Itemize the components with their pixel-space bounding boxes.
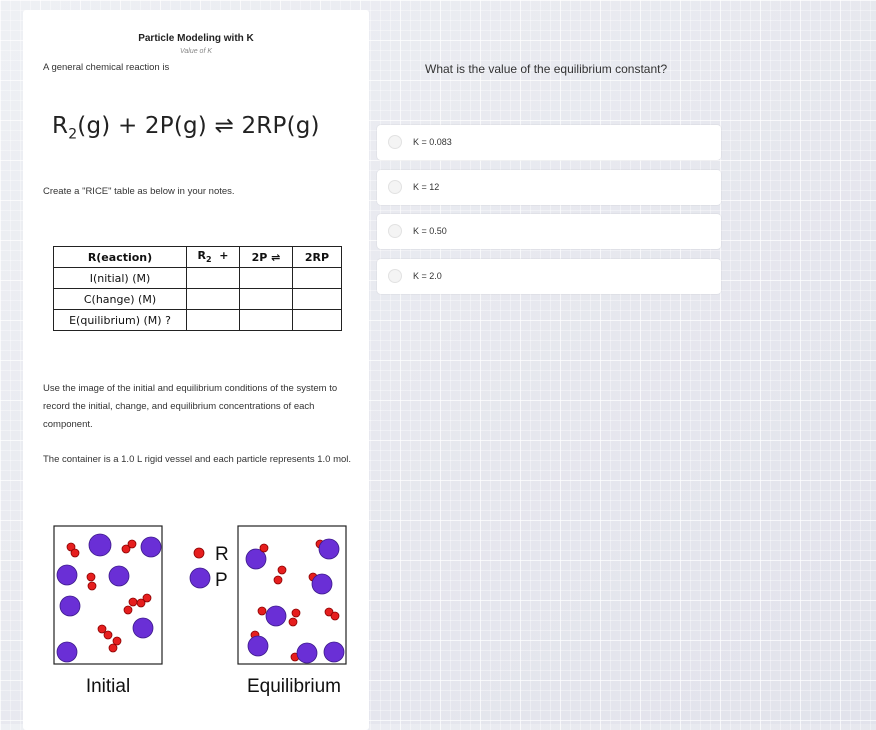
- r-atom: [292, 609, 300, 617]
- card-subtitle: Value of K: [179, 48, 213, 55]
- r-atom: [88, 582, 96, 590]
- intro-text: A general chemical reaction is: [43, 62, 170, 73]
- reaction-equation: [52, 113, 320, 143]
- rice-header-eq-arrow: ⇌: [271, 250, 281, 264]
- p-particle: [141, 537, 161, 557]
- r-atom: [98, 625, 106, 633]
- rice-row: [54, 268, 342, 289]
- rice-header-2p: [240, 247, 293, 268]
- p-particle: [133, 618, 153, 638]
- particle-diagram: [53, 522, 353, 702]
- option-label: K = 0.083: [413, 137, 452, 147]
- rice-cell: [187, 310, 240, 331]
- rice-header-2p-label: 2P: [251, 250, 268, 264]
- equation-r-subscript: 2: [68, 126, 78, 143]
- option-label: K = 12: [413, 182, 440, 192]
- legend-p-label: P: [215, 570, 228, 591]
- p-particle: [57, 642, 77, 662]
- option-label: K = 2.0: [413, 271, 442, 281]
- rice-header-r2: [187, 247, 240, 268]
- equation-r: R: [52, 113, 69, 139]
- r-atom: [258, 607, 266, 615]
- p-particle: [266, 606, 286, 626]
- p-particle: [319, 539, 339, 559]
- container-paragraph: The container is a 1.0 L rigid vessel and each particle represents 1.0 mol.: [43, 454, 352, 465]
- equation-rest: (g) + 2P(g) ⇌ 2RP(g): [77, 113, 320, 139]
- rice-cell: [187, 289, 240, 310]
- radio-button[interactable]: [388, 269, 402, 283]
- rice-cell: [293, 289, 342, 310]
- option-label: K = 0.50: [413, 226, 447, 236]
- rice-header-2rp: 2RP: [293, 247, 342, 268]
- rice-header-row: [54, 247, 342, 268]
- rice-row-change: C(hange) (M): [54, 289, 187, 310]
- rice-header-label: R(eaction): [54, 247, 187, 268]
- r-atom: [104, 631, 112, 639]
- rice-header-r-sub: 2: [206, 255, 212, 265]
- r-atom: [87, 573, 95, 581]
- content-card: [23, 10, 369, 730]
- answer-option[interactable]: [377, 259, 721, 294]
- rice-row: [54, 310, 342, 331]
- p-particle: [248, 636, 268, 656]
- p-particle: [89, 534, 111, 556]
- rice-header-r: R: [197, 249, 206, 263]
- rice-row-equilibrium: E(quilibrium) (M) ?: [54, 310, 187, 331]
- card-title: Particle Modeling with K: [138, 33, 254, 44]
- radio-button[interactable]: [388, 180, 402, 194]
- r-atom: [278, 566, 286, 574]
- rice-cell: [240, 268, 293, 289]
- rice-cell: [240, 310, 293, 331]
- r-atom: [137, 599, 145, 607]
- rice-table: [53, 246, 342, 331]
- rice-cell: [240, 289, 293, 310]
- radio-button[interactable]: [388, 135, 402, 149]
- answer-option[interactable]: [377, 170, 721, 205]
- p-particle: [324, 642, 344, 662]
- radio-button[interactable]: [388, 224, 402, 238]
- p-particle: [109, 566, 129, 586]
- r-atom: [124, 606, 132, 614]
- r-atom: [289, 618, 297, 626]
- question-prompt: What is the value of the equilibrium constant?: [425, 62, 668, 76]
- label-initial: Initial: [85, 676, 131, 697]
- rice-note: Create a "RICE" table as below in your notes.: [43, 186, 235, 197]
- p-particle: [297, 643, 317, 663]
- p-particle: [57, 565, 77, 585]
- answer-option[interactable]: [377, 125, 721, 160]
- r-atom: [129, 598, 137, 606]
- rice-cell: [293, 268, 342, 289]
- p-particle: [60, 596, 80, 616]
- rice-header-plus: +: [219, 249, 229, 263]
- r-atom: [128, 540, 136, 548]
- legend-p-swatch: [190, 568, 210, 588]
- r-atom: [113, 637, 121, 645]
- r-atom: [260, 544, 268, 552]
- rice-cell: [187, 268, 240, 289]
- r-atom: [71, 549, 79, 557]
- rice-row: [54, 289, 342, 310]
- r-atom: [331, 612, 339, 620]
- rice-row-initial: I(nitial) (M): [54, 268, 187, 289]
- instructions-paragraph: Use the image of the initial and equilibrium conditions of the system to record the initial, change, and equilibrium concentrations of each component.: [43, 383, 338, 430]
- legend-r-label: R: [215, 544, 229, 565]
- rice-cell: [293, 310, 342, 331]
- label-equilibrium: Equilibrium: [247, 676, 341, 697]
- answer-option[interactable]: [377, 214, 721, 249]
- r-atom: [274, 576, 282, 584]
- p-particle: [312, 574, 332, 594]
- legend-r-swatch: [194, 548, 204, 558]
